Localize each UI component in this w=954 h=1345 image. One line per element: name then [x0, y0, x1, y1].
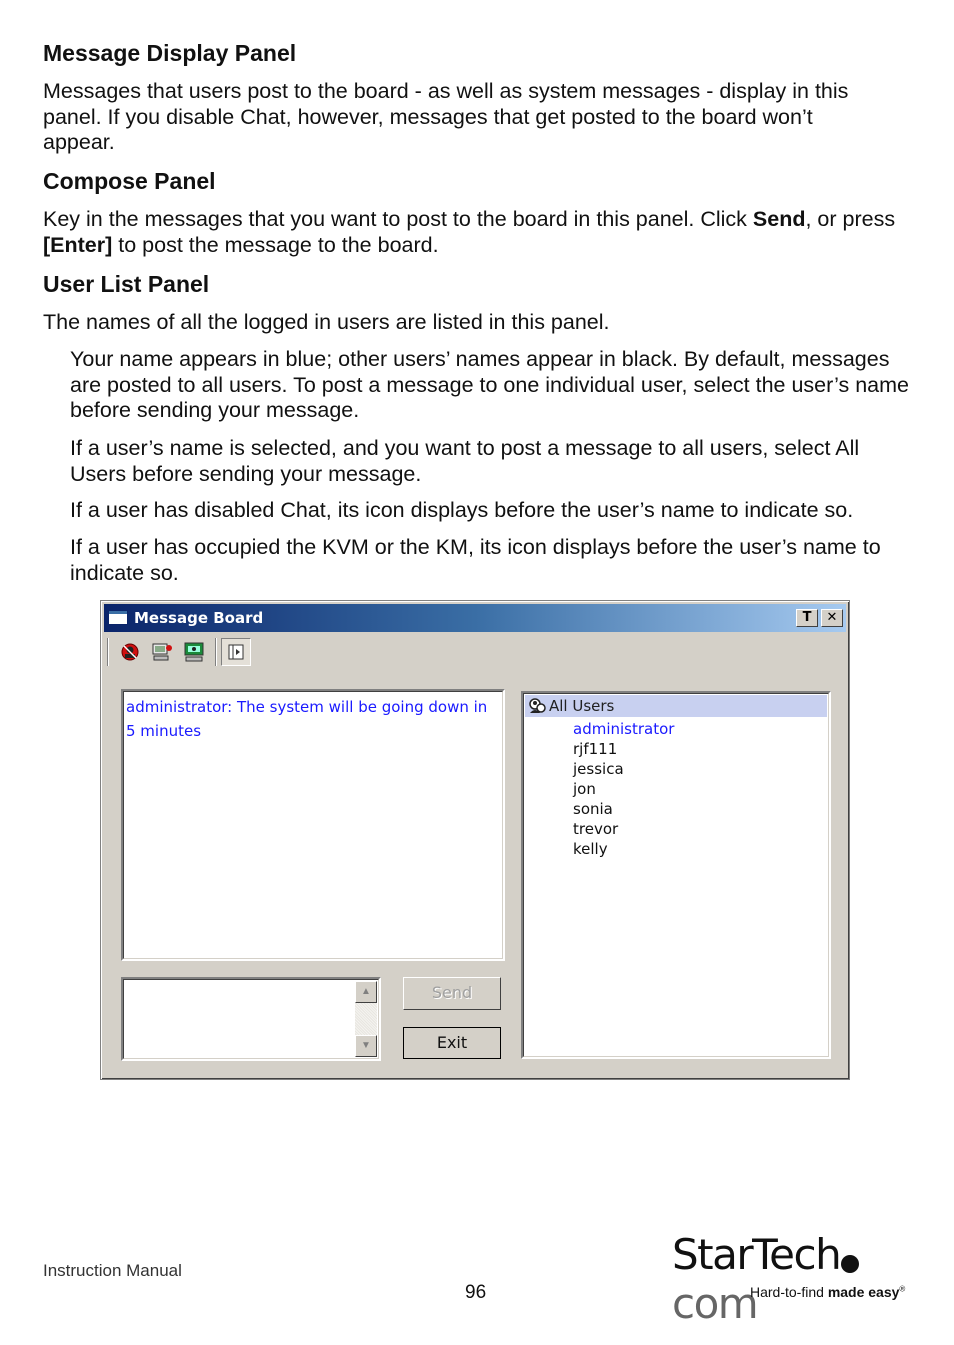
logo-tagline: Hard-to-find made easy®: [750, 1284, 906, 1300]
compose-panel[interactable]: [121, 977, 381, 1061]
send-button[interactable]: Send: [403, 977, 501, 1010]
user-list-item[interactable]: administrator: [573, 720, 675, 738]
user-list-note-1: Your name appears in blue; other users’ names appear in black. By default, messages are posted to all users. To post a message to one individual user, select the user’s name before sending your message.: [70, 347, 909, 422]
message-text: administrator: The system will be going down in 5 minutes: [126, 698, 488, 740]
startech-logo: StarTechcom Hard-to-find made easy®: [672, 1230, 906, 1328]
scroll-down-button[interactable]: ▼: [355, 1035, 377, 1057]
compose-scrollbar[interactable]: [355, 981, 377, 1057]
all-users-item[interactable]: [525, 695, 827, 717]
message-board-window: [100, 600, 850, 1080]
user-list-intro: The names of all the logged in users are listed in this panel.: [43, 310, 610, 334]
chat-disabled-icon[interactable]: [119, 641, 141, 663]
user-list-item[interactable]: kelly: [573, 840, 608, 858]
user-list-item[interactable]: rjf111: [573, 740, 618, 758]
toolbar-separator: [215, 638, 217, 666]
toolbar: [107, 635, 307, 669]
users-group-icon: [527, 697, 547, 715]
logo-dot-icon: [841, 1255, 859, 1273]
user-list-note-3: If a user has disabled Chat, its icon displays before the user’s name to indicate so.: [70, 498, 854, 522]
pin-button[interactable]: T: [796, 609, 818, 627]
user-list-item[interactable]: sonia: [573, 800, 613, 818]
user-list: [573, 719, 674, 859]
message-display-panel[interactable]: [121, 689, 505, 961]
scroll-up-button[interactable]: ▲: [355, 981, 377, 1003]
all-users-label: All Users: [549, 697, 615, 715]
user-list-note-2: If a user’s name is selected, and you want to post a message to all users, select All Users before sending your message.: [70, 436, 860, 486]
heading-compose-panel: Compose Panel: [43, 168, 216, 194]
message-display-description: Messages that users post to the board - as well as system messages - display in this panel. If you disable Chat, however, messages that get posted to the board won’t appear.: [43, 79, 849, 154]
heading-message-display-panel: Message Display Panel: [43, 40, 297, 66]
enter-keyword: [Enter]: [43, 232, 113, 257]
window-title: Message Board: [134, 609, 264, 627]
collapse-panel-icon: [226, 642, 246, 662]
page-number: 96: [465, 1282, 487, 1303]
heading-user-list-panel: User List Panel: [43, 271, 210, 297]
user-list-item[interactable]: jessica: [573, 760, 624, 778]
toolbar-separator: [107, 638, 109, 666]
footer-manual-label: Instruction Manual: [43, 1261, 182, 1280]
km-occupied-icon[interactable]: [151, 641, 173, 663]
user-list-item[interactable]: trevor: [573, 820, 619, 838]
user-list-note-4: If a user has occupied the KVM or the KM, its icon displays before the user’s name to indicate so.: [70, 535, 881, 585]
kvm-occupied-icon[interactable]: [183, 641, 205, 663]
compose-description: Key in the messages that you want to post to the board in this panel. Click Send, or press [Enter] to post the message to the board.: [43, 207, 896, 257]
user-list-item[interactable]: jon: [573, 780, 596, 798]
send-keyword: Send: [752, 207, 806, 231]
user-list-panel[interactable]: [521, 691, 831, 1059]
exit-button[interactable]: Exit: [403, 1027, 501, 1059]
collapse-panel-button[interactable]: [221, 638, 251, 666]
close-button[interactable]: ✕: [821, 609, 843, 627]
window-icon: [108, 610, 128, 625]
window-titlebar[interactable]: [104, 604, 846, 632]
